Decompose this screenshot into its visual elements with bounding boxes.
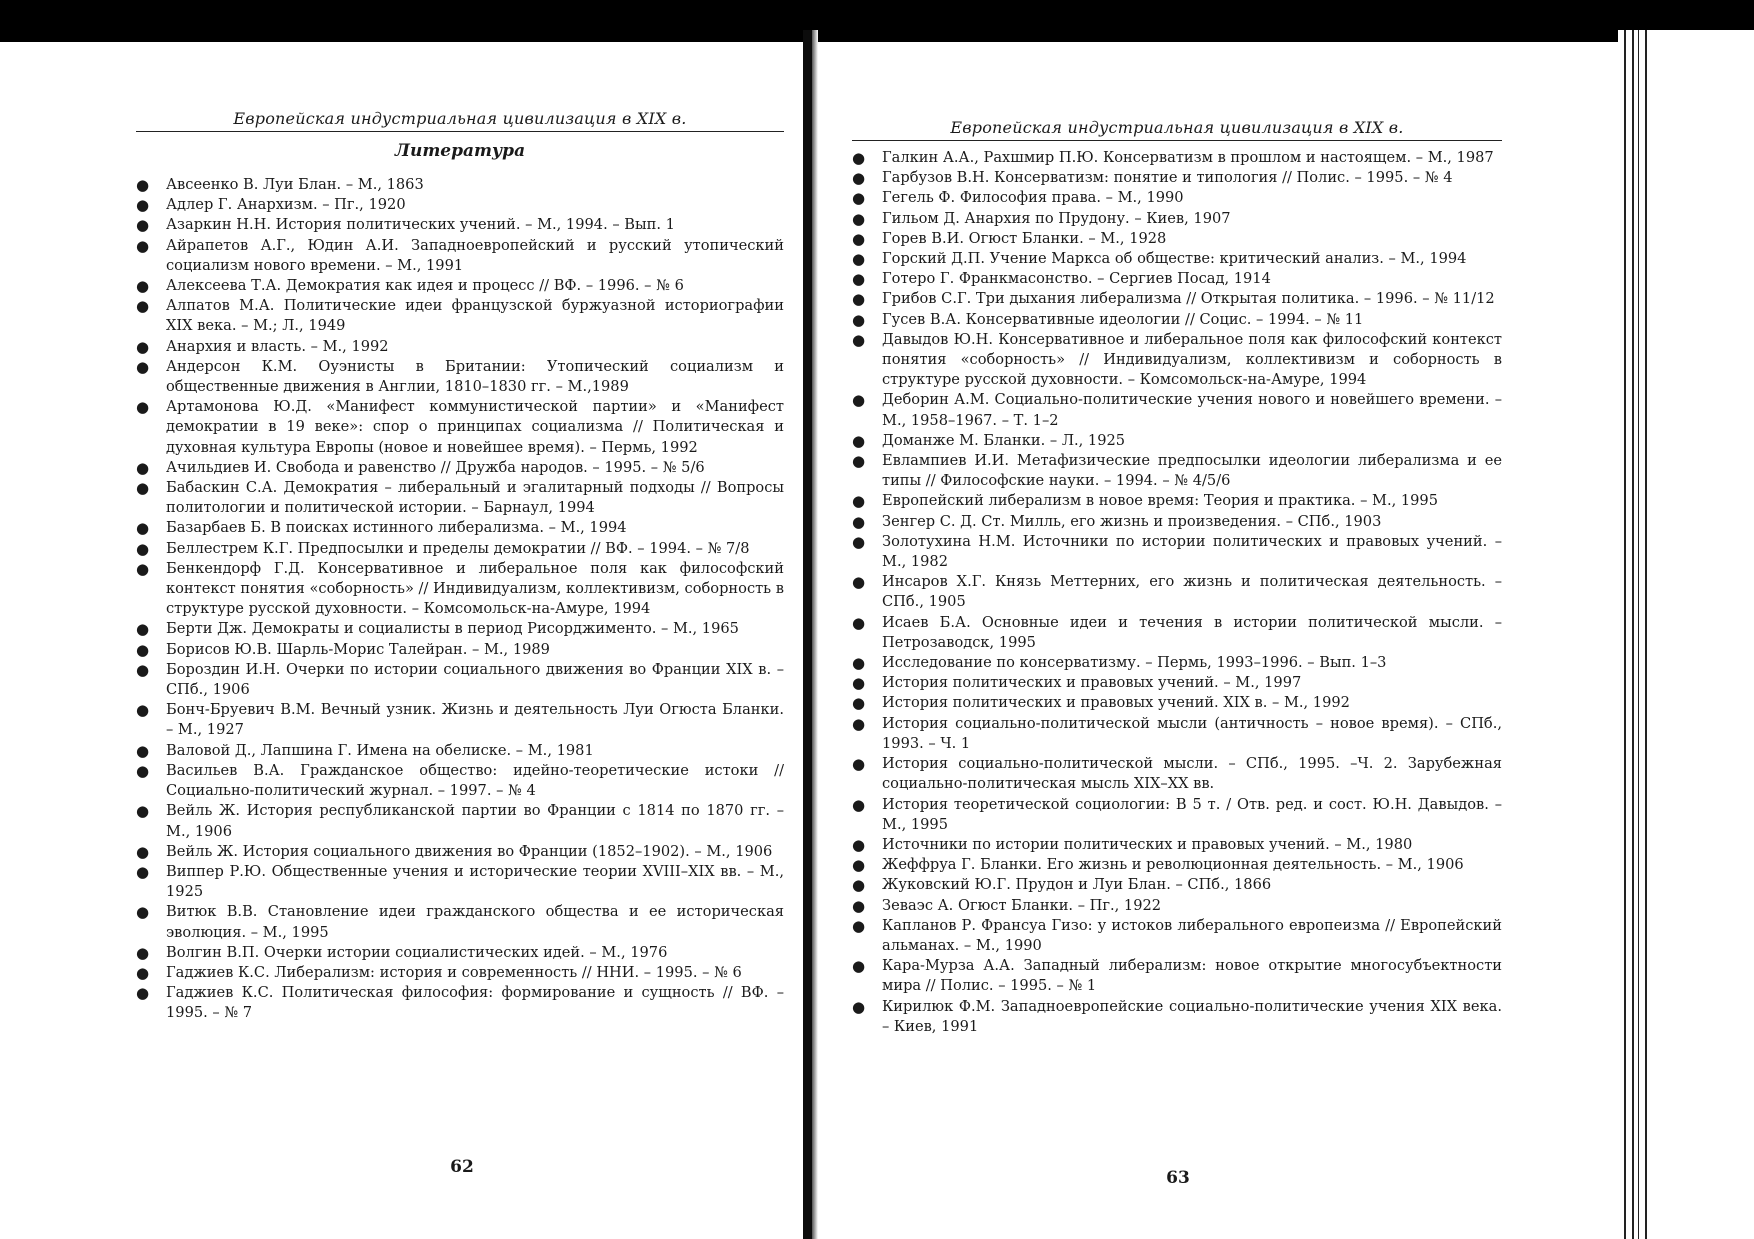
entry-text: Беллестрем К.Г. Предпосылки и пределы демократии // ВФ. – 1994. – № 7/8 [166,539,750,557]
bibliography-entry [852,754,1502,794]
entry-text: Давыдов Ю.Н. Консервативное и либеральное поля как философский контекст понятия «соборность» // Индивидуализм, коллективизм и соборность в структуре русской духовности. – Комсомольск-на-Амуре, 1994 [882,330,1502,389]
bibliography-entry [852,835,1502,855]
bibliography-entry [852,310,1502,330]
bullet-icon: ● [136,660,150,679]
entry-text: Айрапетов А.Г., Юдин А.И. Западноевропейский и русский утопический социализм нового времени. – М., 1991 [166,236,784,274]
bullet-icon: ● [136,479,150,498]
entry-text: Берти Дж. Демократы и социалисты в период Рисорджименто. – М., 1965 [166,620,739,638]
bibliography-entry [136,195,784,215]
gutter-shadow [812,30,818,1239]
bullet-icon: ● [852,209,866,228]
page-edges [1618,30,1754,1239]
bullet-icon: ● [136,236,150,255]
bibliography-entry [136,357,784,397]
bullet-icon: ● [852,714,866,733]
entry-text: История социально-политической мысли (античность – новое время). – СПб., 1993. – Ч. 1 [882,714,1502,752]
scan-top-border [0,0,1754,42]
bibliography-entry [852,653,1502,673]
bibliography-entry [136,478,784,518]
bullet-icon: ● [852,613,866,632]
bibliography-entry [136,741,784,761]
bibliography-list [136,175,784,1024]
bullet-icon: ● [852,997,866,1016]
entry-text: Готеро Г. Франкмасонство. – Сергиев Посад, 1914 [882,270,1271,288]
bullet-icon: ● [136,984,150,1003]
bullet-icon: ● [852,250,866,269]
entry-text: Анархия и власть. – М., 1992 [166,337,389,355]
entry-text: Ачильдиев И. Свобода и равенство // Дружба народов. – 1995. – № 5/6 [166,458,705,476]
bibliography-entry [852,956,1502,996]
entry-text: Вейль Ж. История республиканской партии во Франции с 1814 по 1870 гг. – М., 1906 [166,802,784,840]
entry-text: Доманже М. Бланки. – Л., 1925 [882,431,1126,449]
bibliography-entry [852,209,1502,229]
entry-text: Андерсон К.М. Оуэнисты в Британии: Утопический социализм и общественные движения в Англии, 1810–1830 гг. – М.,1989 [166,357,784,396]
entry-text: Азаркин Н.Н. История политических учений. – М., 1994. – Вып. 1 [166,216,675,234]
running-head: Европейская индустриальная цивилизация в XIX в. [852,118,1502,141]
bullet-icon: ● [136,640,150,659]
bullet-icon: ● [136,398,150,417]
entry-text: Артамонова Ю.Д. «Манифест коммунистической партии» и «Манифест демократии в 19 веке»: спор о принципах социализма // Политическая и духовная культура Европы (новое и новейшее время). – Пермь, 1992 [166,398,784,456]
right-page [852,100,1502,1220]
entry-text: Кирилюк Ф.М. Западноевропейские социально-политические учения XIX века. – Киев, 1991 [882,997,1502,1035]
left-page [136,95,784,1215]
entry-text: Горев В.И. Огюст Бланки. – М., 1928 [882,229,1167,247]
bullet-icon: ● [852,189,866,208]
page-number: 63 [1166,1168,1190,1188]
bullet-icon: ● [136,196,150,215]
bibliography-entry [136,700,784,740]
entry-text: Гаджиев К.С. Политическая философия: формирование и сущность // ВФ. – 1995. – № 7 [166,984,784,1022]
bullet-icon: ● [136,337,150,356]
bullet-icon: ● [136,842,150,861]
bibliography-entry [852,269,1502,289]
bibliography-entry [136,761,784,801]
bibliography-entry [136,337,784,357]
bullet-icon: ● [852,674,866,693]
page-edge-line [1645,30,1647,1239]
bullet-icon: ● [136,963,150,982]
entry-text: Капланов Р. Франсуа Гизо: у истоков либерального европеизма // Европейский альманах. – М., 1990 [882,916,1502,954]
running-head: Европейская индустриальная цивилизация в XIX в. [136,109,784,132]
entry-text: Исаев Б.А. Основные идеи и течения в истории политической мысли. – Петрозаводск, 1995 [882,613,1502,651]
bullet-icon: ● [136,357,150,376]
bibliography-entry [136,619,784,639]
bibliography-entry [136,842,784,862]
bibliography-entry [852,188,1502,208]
entry-text: Жеффруа Г. Бланки. Его жизнь и революционная деятельность. – М., 1906 [882,856,1464,874]
bullet-icon: ● [136,297,150,316]
entry-text: Горский Д.П. Учение Маркса об обществе: критический анализ. – М., 1994 [882,250,1467,268]
entry-text: Гегель Ф. Философия права. – М., 1990 [882,189,1184,207]
bibliography-entry [136,862,784,902]
bibliography-entry [136,518,784,538]
entry-text: Гаджиев К.С. Либерализм: история и современность // ННИ. – 1995. – № 6 [166,963,742,981]
bibliography-entry [852,795,1502,835]
bibliography-entry [136,276,784,296]
entry-text: Зенгер С. Д. Ст. Милль, его жизнь и произведения. – СПб., 1903 [882,512,1382,530]
bullet-icon: ● [852,755,866,774]
bullet-icon: ● [852,532,866,551]
bibliography-entry [136,660,784,700]
bibliography-entry [136,559,784,620]
bullet-icon: ● [852,512,866,531]
bibliography-entry [852,431,1502,451]
bibliography-entry [852,512,1502,532]
bullet-icon: ● [852,654,866,673]
bullet-icon: ● [136,559,150,578]
bibliography-entry [136,902,784,942]
bullet-icon: ● [136,277,150,296]
entry-text: Инсаров Х.Г. Князь Меттерних, его жизнь и политическая деятельность. – СПб., 1905 [882,573,1502,611]
bibliography-entry [852,229,1502,249]
entry-text: Бенкендорф Г.Д. Консервативное и либеральное поля как философский контекст понятия «соборность» // Индивидуализм, коллективизм, соборность в структуре русской духовности. – Комсомольск-на-Амуре, 1994 [166,559,784,618]
bullet-icon: ● [852,290,866,309]
bullet-icon: ● [852,957,866,976]
entry-text: Борисов Ю.В. Шарль-Морис Талейран. – М., 1989 [166,640,550,658]
entry-text: Гусев В.А. Консервативные идеологии // Социс. – 1994. – № 11 [882,310,1364,328]
bullet-icon: ● [852,876,866,895]
bibliography-entry [852,673,1502,693]
bullet-icon: ● [136,539,150,558]
bibliography-entry [852,855,1502,875]
bullet-icon: ● [136,176,150,194]
bullet-icon: ● [852,573,866,592]
entry-text: Виппер Р.Ю. Общественные учения и исторические теории XVIII–XIX вв. – М., 1925 [166,862,784,901]
bullet-icon: ● [852,330,866,349]
bullet-icon: ● [136,943,150,962]
entry-text: Золотухина Н.М. Источники по истории политических и правовых учений. – М., 1982 [882,532,1502,571]
entry-text: Грибов С.Г. Три дыхания либерализма // Открытая политика. – 1996. – № 11/12 [882,290,1495,308]
page-edge-line [1638,30,1639,1239]
bibliography-entry [136,175,784,195]
entry-text: История политических и правовых учений. XIX в. – М., 1992 [882,694,1350,712]
page-edge-line [1632,30,1634,1239]
bibliography-entry [852,896,1502,916]
bibliography-entry [136,397,784,458]
bullet-icon: ● [852,391,866,410]
bibliography-entry [136,458,784,478]
bibliography-entry [852,875,1502,895]
bullet-icon: ● [136,741,150,760]
bibliography-entry [852,997,1502,1037]
entry-text: Валовой Д., Лапшина Г. Имена на обелиске. – М., 1981 [166,741,594,759]
bullet-icon: ● [852,270,866,289]
bibliography-entry [136,640,784,660]
entry-text: История теоретической социологии: В 5 т. / Отв. ред. и сост. Ю.Н. Давыдов. – М., 1995 [882,795,1502,833]
bibliography-entry [852,289,1502,309]
bullet-icon: ● [852,916,866,935]
bibliography-entry [852,390,1502,430]
bullet-icon: ● [852,896,866,915]
bibliography-entry [852,532,1502,572]
bullet-icon: ● [852,795,866,814]
bibliography-entry [852,451,1502,491]
entry-text: Евлампиев И.И. Метафизические предпосылки идеологии либерализма и ее типы // Философские науки. – 1994. – № 4/5/6 [882,452,1502,490]
page-edge-line [1624,30,1626,1239]
book-gutter [803,30,812,1239]
bibliography-entry [136,963,784,983]
bullet-icon: ● [852,169,866,188]
bibliography-entry [852,491,1502,511]
entry-text: Гарбузов В.Н. Консерватизм: понятие и типология // Полис. – 1995. – № 4 [882,169,1453,187]
bullet-icon: ● [136,216,150,235]
bullet-icon: ● [852,229,866,248]
bibliography-entry [136,801,784,841]
entry-text: Бабаскин С.А. Демократия – либеральный и эгалитарный подходы // Вопросы политологии и политической истории. – Барнаул, 1994 [166,479,784,517]
bullet-icon: ● [136,802,150,821]
bullet-icon: ● [136,519,150,538]
bullet-icon: ● [136,862,150,881]
entry-text: Бороздин И.Н. Очерки по истории социального движения во Франции XIX в. – СПб., 1906 [166,660,784,699]
bibliography-entry [136,215,784,235]
bullet-icon: ● [136,701,150,720]
bullet-icon: ● [852,310,866,329]
bullet-icon: ● [852,452,866,471]
bibliography-entry [136,943,784,963]
bibliography-entry [136,983,784,1023]
bullet-icon: ● [136,761,150,780]
entry-text: Алексеева Т.А. Демократия как идея и процесс // ВФ. – 1996. – № 6 [166,277,684,295]
entry-text: Гильом Д. Анархия по Прудону. – Киев, 1907 [882,209,1231,227]
bibliography-entry [852,916,1502,956]
bibliography-entry [852,613,1502,653]
entry-text: Васильев В.А. Гражданское общество: идейно-теоретические истоки // Социально-политический журнал. – 1997. – № 4 [166,761,784,800]
bullet-icon: ● [852,431,866,450]
bibliography-entry [852,714,1502,754]
bibliography-entry [852,168,1502,188]
entry-text: Витюк В.В. Становление идеи гражданского общества и ее историческая эволюция. – М., 1995 [166,903,784,941]
entry-text: Исследование по консерватизму. – Пермь, 1993–1996. – Вып. 1–3 [882,654,1387,672]
bullet-icon: ● [852,694,866,713]
bibliography-entry [136,539,784,559]
entry-text: Вейль Ж. История социального движения во Франции (1852–1902). – М., 1906 [166,842,773,860]
bibliography-entry [852,330,1502,391]
bullet-icon: ● [852,856,866,875]
section-title: Литература [394,141,526,161]
entry-text: Кара-Мурза А.А. Западный либерализм: новое открытие многосубъектности мира // Полис. – 1995. – № 1 [882,957,1502,995]
entry-text: Источники по истории политических и правовых учений. – М., 1980 [882,835,1413,853]
bibliography-entry [852,148,1502,168]
entry-text: Волгин В.П. Очерки истории социалистических идей. – М., 1976 [166,943,668,961]
bullet-icon: ● [852,149,866,167]
bullet-icon: ● [136,903,150,922]
entry-text: Деборин А.М. Социально-политические учения нового и новейшего времени. – М., 1958–1967. – Т. 1–2 [882,391,1502,429]
entry-text: Жуковский Ю.Г. Прудон и Луи Блан. – СПб., 1866 [882,876,1272,894]
entry-text: Галкин А.А., Рахшмир П.Ю. Консерватизм в прошлом и настоящем. – М., 1987 [882,149,1494,166]
bibliography-entry [852,249,1502,269]
bibliography-entry [136,236,784,276]
bibliography-list [852,148,1502,1037]
entry-text: Авсеенко В. Луи Блан. – М., 1863 [166,176,424,193]
bibliography-entry [852,572,1502,612]
entry-text: Европейский либерализм в новое время: Теория и практика. – М., 1995 [882,492,1439,510]
entry-text: История социально-политической мысли. – СПб., 1995. –Ч. 2. Зарубежная социально-политическая мысль XIX–XX вв. [882,755,1502,793]
bullet-icon: ● [136,458,150,477]
entry-text: Бонч-Бруевич В.М. Вечный узник. Жизнь и деятельность Луи Огюста Бланки. – М., 1927 [166,701,784,739]
entry-text: Зеваэс А. Огюст Бланки. – Пг., 1922 [882,896,1162,914]
bullet-icon: ● [136,620,150,639]
entry-text: История политических и правовых учений. – М., 1997 [882,674,1302,692]
bibliography-entry [852,693,1502,713]
bullet-icon: ● [852,835,866,854]
entry-text: Алпатов М.А. Политические идеи французской буржуазной историографии XIX века. – М.; Л., 1949 [166,297,784,335]
bibliography-entry [136,296,784,336]
page-number: 62 [450,1157,474,1177]
entry-text: Базарбаев Б. В поисках истинного либерализма. – М., 1994 [166,519,627,537]
entry-text: Адлер Г. Анархизм. – Пг., 1920 [166,196,406,214]
bullet-icon: ● [852,492,866,511]
